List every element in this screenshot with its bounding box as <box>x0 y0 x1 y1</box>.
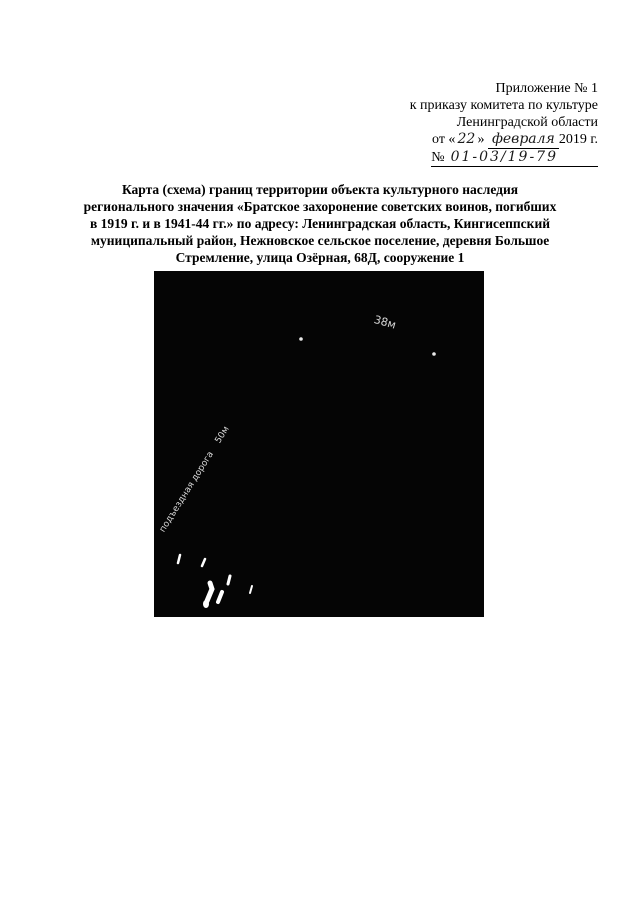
map-mark-dot <box>299 337 303 341</box>
appendix-order-ref: к приказу комитета по культуре <box>409 98 598 113</box>
date-mid: » <box>477 132 488 147</box>
appendix-header <box>368 80 598 167</box>
map-label-road-text: подъездная дорога <box>158 449 216 535</box>
date-prefix: от « <box>432 132 456 147</box>
map-marks <box>154 271 484 617</box>
map-mark-stroke <box>202 559 205 566</box>
map-label-road-distance: 50м <box>213 424 232 446</box>
monument-mark <box>207 583 212 601</box>
date-year: 2019 г. <box>558 132 598 147</box>
appendix-region: Ленинградской области <box>456 115 598 130</box>
date-day: 22 <box>457 131 476 147</box>
map-label-top-distance: 38м <box>372 313 398 332</box>
appendix-number <box>368 149 598 167</box>
appendix-date <box>368 131 598 149</box>
document-title: Карта (схема) границ территории объекта культурного наследия регионального значения «Братское захоронение советских воинов, погибших в 1919 г. и в 1941-44 гг.» по адресу: Ленинградская область, Кингисеппский муниципальный район, Нежновское сельское поселение, деревня Большое Стремление, улица Озёрная, 68Д, сооружение 1 <box>83 182 557 265</box>
number-field <box>431 149 598 167</box>
map-mark-dot <box>432 352 436 356</box>
boundary-map <box>154 271 484 617</box>
monument-mark <box>228 576 230 584</box>
date-month: февраля <box>488 131 559 149</box>
number-prefix: № <box>431 150 445 165</box>
map-mark-stroke <box>178 555 180 563</box>
map-mark-stroke <box>250 586 252 593</box>
appendix-title: Приложение № 1 <box>495 81 598 96</box>
number-value: 01-03/19-79 <box>450 149 558 165</box>
monument-mark <box>203 600 209 608</box>
monument-mark <box>218 592 222 602</box>
